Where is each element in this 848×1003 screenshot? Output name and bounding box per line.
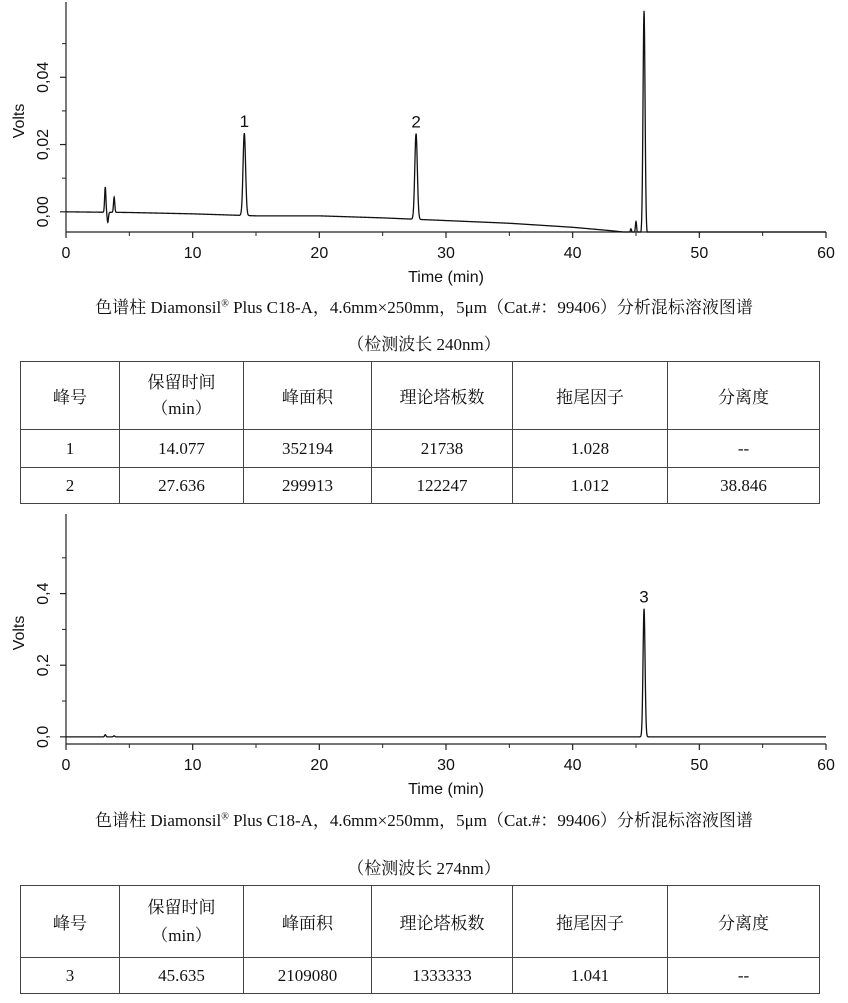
- x-tick-label: 10: [183, 757, 202, 774]
- header-peak-number: 峰号: [21, 362, 120, 430]
- caption-prefix: 色谱柱 Diamonsil: [95, 298, 222, 317]
- x-axis-label: Time (min): [408, 781, 484, 798]
- cell-peak-area: 299913: [244, 468, 372, 504]
- caption-prefix: 色谱柱 Diamonsil: [95, 811, 222, 830]
- cell-peak-area: 352194: [244, 430, 372, 468]
- peak-table-274nm: [20, 885, 820, 994]
- chromatogram-trace: [66, 11, 826, 232]
- cell-peak-number: 1: [21, 430, 120, 468]
- cell-retention-time: 27.636: [120, 468, 244, 504]
- header-peak-area: 峰面积: [244, 362, 372, 430]
- cell-resolution: --: [668, 430, 820, 468]
- table-row: [21, 430, 820, 468]
- header-tailing-factor: 拖尾因子: [513, 362, 668, 430]
- table-header-row: [21, 886, 820, 958]
- x-tick-label: 60: [817, 757, 835, 774]
- cell-tailing-factor: 1.012: [513, 468, 668, 504]
- header-retention-time: 保留时间 （min）: [120, 362, 244, 430]
- header-resolution: 分离度: [668, 362, 820, 430]
- y-tick-label: 0,2: [35, 654, 52, 677]
- cell-theoretical-plates: 1333333: [372, 958, 513, 994]
- header-peak-number: 峰号: [21, 886, 120, 958]
- chromatogram-trace: [66, 609, 826, 737]
- header-resolution: 分离度: [668, 886, 820, 958]
- header-retention-time: 保留时间 （min）: [120, 886, 244, 958]
- cell-peak-area: 2109080: [244, 958, 372, 994]
- cell-tailing-factor: 1.041: [513, 958, 668, 994]
- cell-resolution: 38.846: [668, 468, 820, 504]
- x-tick-label: 50: [690, 757, 709, 774]
- cell-retention-time: 14.077: [120, 430, 244, 468]
- chromatogram-240nm-plot: [0, 0, 848, 292]
- header-tailing-factor: 拖尾因子: [513, 886, 668, 958]
- cell-theoretical-plates: 122247: [372, 468, 513, 504]
- y-axis-label: Volts: [11, 615, 28, 651]
- table-row: [21, 958, 820, 994]
- cell-peak-number: 3: [21, 958, 120, 994]
- caption-274nm: [0, 806, 848, 831]
- cell-resolution: --: [668, 958, 820, 994]
- x-tick-label: 10: [183, 245, 202, 262]
- header-theoretical-plates: 理论塔板数: [372, 362, 513, 430]
- peak-label: 3: [639, 587, 649, 607]
- table-row: [21, 468, 820, 504]
- y-tick-label: 0,04: [35, 61, 52, 93]
- y-axis-label: Volts: [11, 103, 28, 139]
- chromatogram-274nm: [0, 512, 848, 804]
- header-theoretical-plates: 理论塔板数: [372, 886, 513, 958]
- cell-tailing-factor: 1.028: [513, 430, 668, 468]
- cell-theoretical-plates: 21738: [372, 430, 513, 468]
- caption-suffix: Plus C18-A，4.6mm×250mm，5μm（Cat.#：99406）分析混标溶液图谱: [228, 811, 753, 830]
- x-tick-label: 0: [61, 757, 71, 774]
- chromatogram-240nm: [0, 0, 848, 292]
- x-tick-label: 40: [563, 245, 582, 262]
- y-tick-label: 0,02: [35, 128, 52, 161]
- peak-table-240nm: [20, 361, 820, 504]
- header-peak-area: 峰面积: [244, 886, 372, 958]
- x-tick-label: 20: [310, 757, 329, 774]
- cell-retention-time: 45.635: [120, 958, 244, 994]
- chromatogram-274nm-plot: [0, 512, 848, 804]
- registered-mark: ®: [221, 811, 229, 823]
- cell-peak-number: 2: [21, 468, 120, 504]
- x-axis-label: Time (min): [408, 269, 484, 286]
- table-header-row: [21, 362, 820, 430]
- caption-wavelength-274nm: （检测波长 274nm）: [347, 859, 501, 878]
- y-tick-label: 0,0: [35, 725, 52, 748]
- x-tick-label: 40: [563, 757, 582, 774]
- peak-label: 1: [239, 112, 250, 132]
- registered-mark: ®: [221, 298, 229, 310]
- peak-label: 2: [411, 112, 421, 132]
- x-tick-label: 20: [310, 245, 329, 262]
- caption-suffix: Plus C18-A，4.6mm×250mm，5μm（Cat.#：99406）分析混标溶液图谱: [228, 298, 753, 317]
- y-tick-label: 0,00: [35, 196, 52, 228]
- x-tick-label: 30: [437, 757, 455, 774]
- caption-240nm: [0, 293, 848, 318]
- x-tick-label: 50: [690, 245, 709, 262]
- x-tick-label: 30: [437, 245, 455, 262]
- caption-wavelength-240nm: （检测波长 240nm）: [347, 335, 501, 354]
- x-tick-label: 60: [817, 245, 835, 262]
- x-tick-label: 0: [61, 245, 71, 262]
- y-tick-label: 0,4: [35, 582, 52, 605]
